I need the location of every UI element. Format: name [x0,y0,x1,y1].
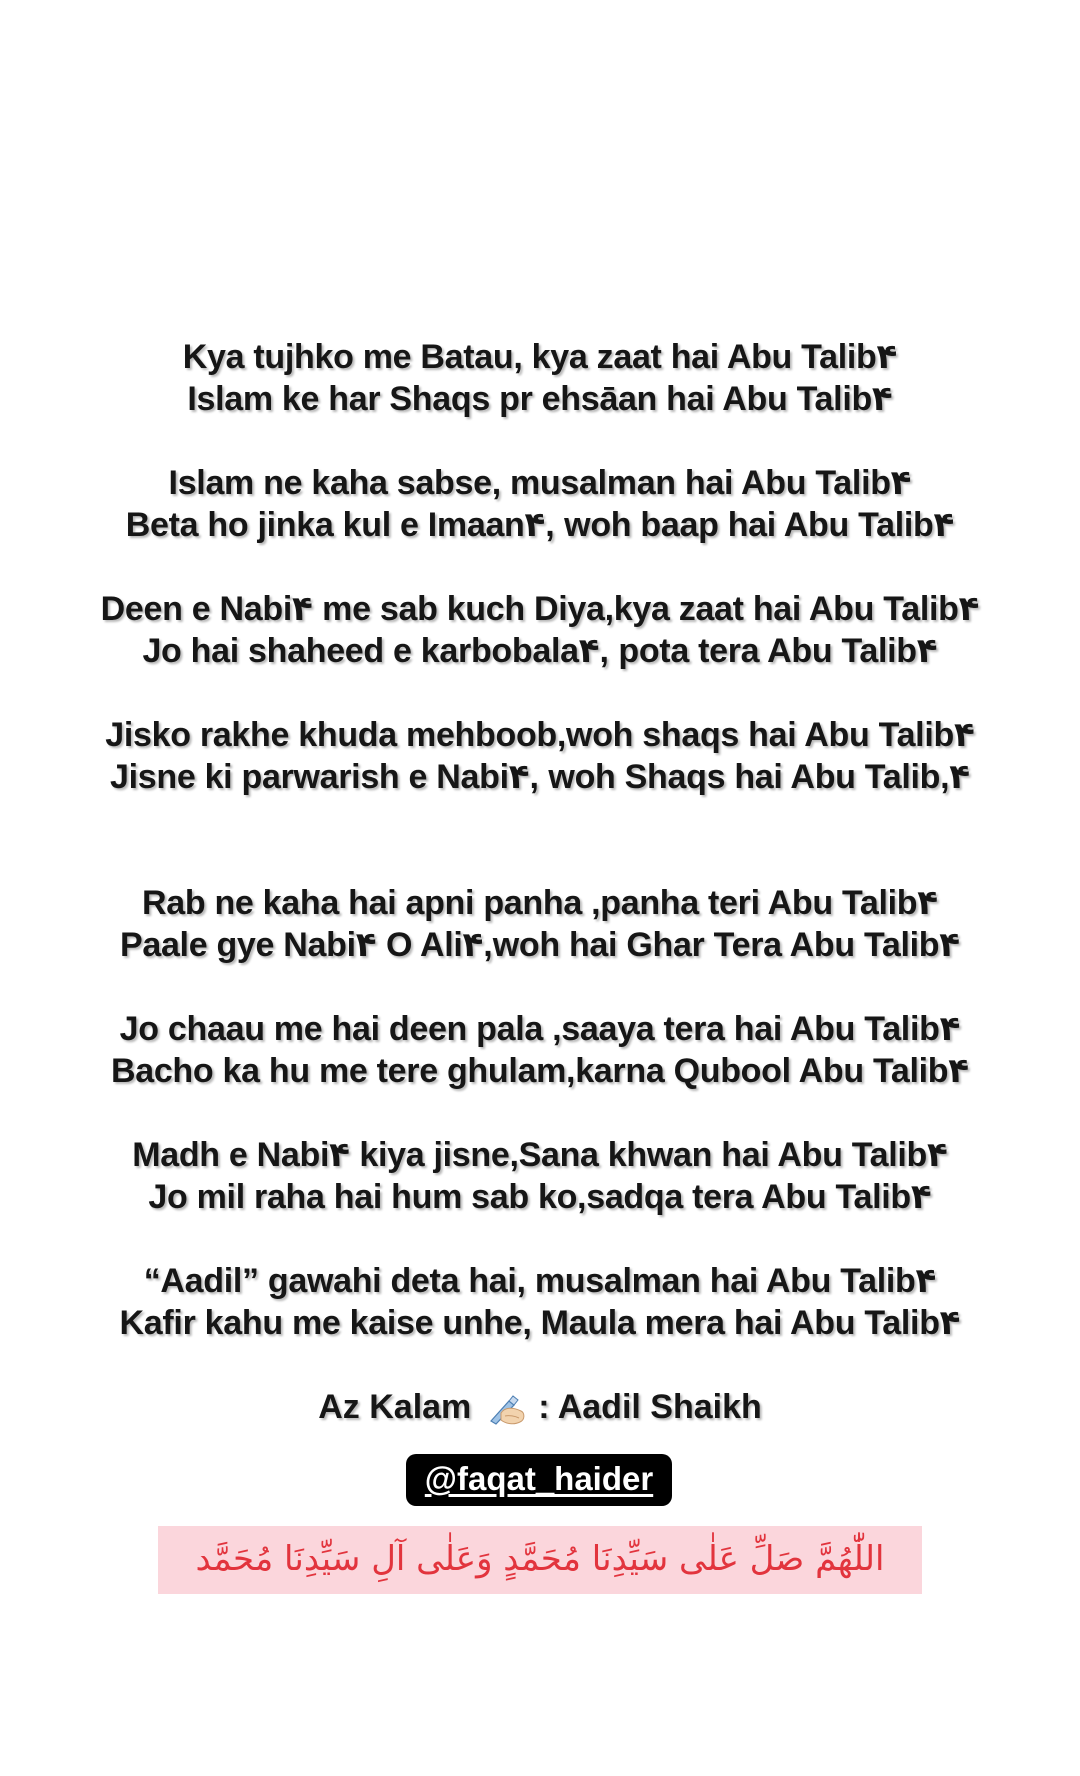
poem-line: Kafir kahu me kaise unhe, Maula mera hai Abu Talib۴ [119,1304,961,1342]
salawat-banner: اللّٰهُمَّ صَلِّ عَلٰى سَيِّدِنَا مُحَمَّدٍ وَعَلٰى آلِ سَيِّدِنَا مُحَمَّد [158,1526,922,1594]
stanza-4 [0,714,1080,798]
stanza-5 [0,882,1080,966]
stanza-8 [0,1260,1080,1344]
poem-line: Islam ke har Shaqs pr ehsāan hai Abu Talib۴ [187,380,893,418]
credit-author: : Aadil Shaikh [538,1388,762,1426]
poem-line: Rab ne kaha hai apni panha ,panha teri Abu Talib۴ [141,884,939,922]
credit-prefix: Az Kalam [318,1388,472,1426]
stanza-1 [0,336,1080,420]
stanza-2 [0,462,1080,546]
poem-line: Jo chaau me hai deen pala ,saaya tera hai Abu Talib۴ [119,1010,961,1048]
stanza-7 [0,1134,1080,1218]
poem-line: Jo mil raha hai hum sab ko,sadqa tera Abu Talib۴ [148,1178,932,1216]
poem-line: Jisne ki parwarish e Nabi۴, woh Shaqs hai Abu Talib,۴ [109,758,970,796]
poem [0,336,1080,1386]
poem-line: Bacho ka hu me tere ghulam,karna Qubool Abu Talib۴ [110,1052,970,1090]
writing-hand-icon [487,1391,527,1427]
poem-line: Deen e Nabi۴ me sab kuch Diya,kya zaat hai Abu Talib۴ [100,590,980,628]
author-credit [0,1386,1080,1428]
poem-line: “Aadil” gawahi deta hai, musalman hai Abu Talib۴ [143,1262,937,1300]
instagram-handle-link[interactable]: @faqat_haider [406,1454,672,1506]
poem-line: Jisko rakhe khuda mehboob,woh shaqs hai Abu Talib۴ [105,716,975,754]
poem-line: Islam ne kaha sabse, musalman hai Abu Talib۴ [168,464,912,502]
poem-line: Beta ho jinka kul e Imaan۴, woh baap hai Abu Talib۴ [125,506,955,544]
stanza-3 [0,588,1080,672]
poem-line: Madh e Nabi۴ kiya jisne,Sana khwan hai Abu Talib۴ [132,1136,948,1174]
poem-line: Paale gye Nabi۴ O Ali۴,woh hai Ghar Tera Abu Talib۴ [119,926,961,964]
poem-line: Jo hai shaheed e karbobala۴, pota tera Abu Talib۴ [142,632,938,670]
poem-line: Kya tujhko me Batau, kya zaat hai Abu Talib۴ [182,338,898,376]
stanza-6 [0,1008,1080,1092]
